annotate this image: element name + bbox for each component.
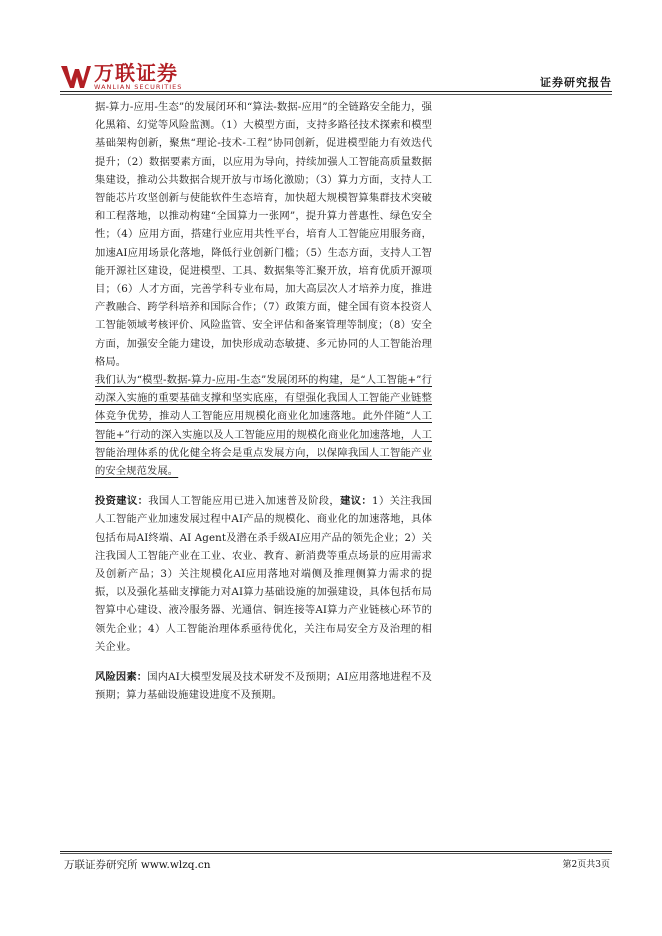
investment-label: 投资建议： — [95, 495, 149, 508]
footer-divider-thin — [60, 853, 612, 854]
risk-label: 风险因素： — [95, 671, 148, 684]
risk-text: 国内AI大模型发展及技术研发不及预期；AI应用落地进程不及预期；算力基础设施建设进度不及预期。 — [95, 671, 432, 702]
policy-paragraph: 据-算力-应用-生态”的发展闭环和“算法-数据-应用”的全链路安全能力，强化黑箱、幻觉等风险监测。（1）大模型方面，支持多路径技术探索和模型基础架构创新，聚焦“理论-技术-工程”协同创新，促进模型能力有效迭代提升；（2）数据要素方面，以应用为导向，持续加强人工智能高质量数据集建设，推动公共数据合规开放与市场化激励；（3）算力方面，支持人工智能芯片攻坚创新与使能软件生态培育，加快超大规模智算集群技术突破和工程落地，以推动构建“全国算力一张网”，提升算力普惠性、绿色安全性；（4）应用方面，搭建行业应用共性平台，培育人工智能应用服务商，加速AI应用场景化落地，降低行业创新门槛；（5）生态方面，支持人工智能开源社区建设，促进模型、工具、数据集等汇聚开放，培育优质开源项目；（6）人才方面，完善学科专业布局，加大高层次人才培养力度，推进产教融合、跨学科培养和国际合作；（7）政策方面，健全国有资本投资人工智能领域考核评价、风险监管、安全评估和备案管理等制度；（8）安全方面，加强安全能力建设，加快形成动态敏捷、多元协同的人工智能治理格局。 — [95, 101, 432, 368]
wanlian-logo-icon — [60, 64, 92, 90]
footer-source: 万联证券研究所 www.wlzq.cn — [64, 859, 211, 871]
header-divider-thin — [60, 94, 612, 95]
investment-text-detail: 1）关注我国人工智能产业加速发展过程中AI产品的规模化、商业化的加速落地，具体包括布局AI终端、AI Agent及潜在杀手级AI应用产品的领先企业；2）关注我国人工智能产业在工业、农业、教育、新消费等重点场景的应用需求及创新产品；3）关注规模化AI应用落地对端侧及推理侧算力需求的提振，以及强化基础支撑能力对AI算力基础设施的加强建设，具体包括布局智算中心建设、液冷服务器、光通信、铜连接等AI算力产业链核心环节的领先企业；4）人工智能治理体系亟待优化，关注布局安全方及治理的相关企业。 — [95, 495, 432, 653]
report-type-label: 证券研究报告 — [540, 76, 612, 89]
brand-logo — [60, 62, 182, 92]
investment-text-intro: 我国人工智能应用已进入加速普及阶段， — [148, 495, 341, 508]
footer-divider — [60, 851, 612, 852]
logo-english-name: WANLIAN SECURITIES — [94, 83, 183, 92]
investment-advice-paragraph — [95, 492, 432, 656]
report-body — [95, 98, 432, 705]
logo-chinese-name: 万联证券 — [94, 61, 178, 86]
header-divider — [60, 91, 612, 92]
analyst-view-paragraph: 我们认为“模型-数据-算力-应用-生态”发展闭环的构建，是“人工智能+”行动深入实施的重要基础支撑和坚实底座，有望强化我国人工智能产业链整体竞争优势，推动人工智能应用规模化商业化加速落地。此外伴随“人工智能+”行动的深入实施以及人工智能应用的规模化商业化加速落地，人工智能治理体系的优化健全将会是重点发展方向，以保障我国人工智能产业的安全规范发展。 — [95, 374, 432, 478]
suggestion-label: 建议： — [340, 495, 373, 508]
page-number: 第2页共3页 — [562, 860, 610, 870]
page-header — [60, 62, 612, 92]
risk-factors-paragraph — [95, 668, 432, 704]
